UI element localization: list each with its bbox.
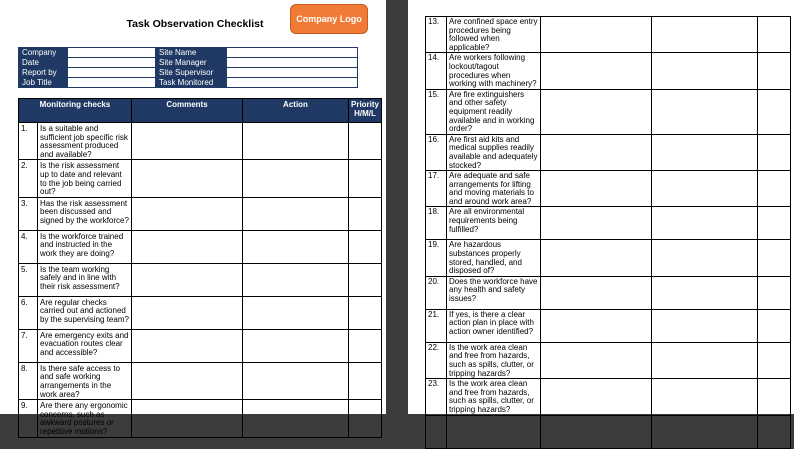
comments-cell[interactable] bbox=[132, 362, 243, 399]
item-number: 13. bbox=[426, 17, 447, 53]
action-cell[interactable] bbox=[652, 171, 758, 207]
item-number: 9. bbox=[19, 400, 38, 437]
item-question: Is the team working safely and in line with their risk assessment? bbox=[38, 263, 132, 296]
monitoring-checks-table bbox=[18, 98, 382, 438]
table-row bbox=[426, 342, 791, 378]
comments-cell[interactable] bbox=[541, 309, 652, 342]
info-label: Job Title bbox=[19, 78, 68, 88]
info-value-cell[interactable] bbox=[227, 48, 358, 58]
action-cell[interactable] bbox=[652, 415, 758, 448]
item-number: 22. bbox=[426, 342, 447, 378]
item-question: Are all environmental requirements being fulfilled? bbox=[447, 207, 541, 240]
item-number: 18. bbox=[426, 207, 447, 240]
priority-cell[interactable] bbox=[349, 329, 382, 362]
info-value-cell[interactable] bbox=[68, 68, 156, 78]
action-cell[interactable] bbox=[243, 123, 349, 160]
item-question: Has the risk assessment been discussed and signed by the workforce? bbox=[38, 197, 132, 230]
table-row bbox=[426, 134, 791, 170]
priority-cell[interactable] bbox=[349, 362, 382, 399]
item-question: Is the work area clean and free from hazards, such as spills, clutter, or tripping hazards? bbox=[447, 379, 541, 415]
document-page-1 bbox=[0, 0, 386, 436]
item-number: 6. bbox=[19, 296, 38, 329]
action-cell[interactable] bbox=[243, 197, 349, 230]
comments-cell[interactable] bbox=[132, 400, 243, 437]
info-label: Site Name bbox=[156, 48, 227, 58]
item-number: 8. bbox=[19, 362, 38, 399]
monitoring-checks-table-continued bbox=[425, 16, 791, 449]
comments-cell[interactable] bbox=[541, 53, 652, 89]
info-value-cell[interactable] bbox=[68, 78, 156, 88]
item-question: Is the risk assessment up to date and relevant to the job being carried out? bbox=[38, 160, 132, 197]
priority-cell[interactable] bbox=[349, 230, 382, 263]
info-label: Company bbox=[19, 48, 68, 58]
item-question: Is a suitable and sufficient job specific risk assessment produced and available? bbox=[38, 123, 132, 160]
priority-cell[interactable] bbox=[758, 240, 791, 276]
item-number: 17. bbox=[426, 171, 447, 207]
info-label: Task Monitored bbox=[156, 78, 227, 88]
info-value-cell[interactable] bbox=[227, 58, 358, 68]
info-value-cell[interactable] bbox=[68, 48, 156, 58]
info-value-cell[interactable] bbox=[227, 68, 358, 78]
page-title: Task Observation Checklist bbox=[126, 18, 264, 30]
priority-cell[interactable] bbox=[758, 17, 791, 53]
item-question: Are emergency exits and evacuation routes clear and accessible? bbox=[38, 329, 132, 362]
comments-cell[interactable] bbox=[541, 379, 652, 415]
priority-cell[interactable] bbox=[349, 296, 382, 329]
item-question: Are there any ergonomic concerns, such as awkward postures or repetitive motions? bbox=[38, 400, 132, 437]
priority-cell[interactable] bbox=[758, 207, 791, 240]
item-number: 16. bbox=[426, 134, 447, 170]
comments-cell[interactable] bbox=[541, 240, 652, 276]
item-number bbox=[426, 415, 447, 448]
header-priority: Priority H/M/L bbox=[349, 99, 382, 123]
action-cell[interactable] bbox=[243, 230, 349, 263]
info-label: Report by bbox=[19, 68, 68, 78]
item-number: 21. bbox=[426, 309, 447, 342]
action-cell[interactable] bbox=[652, 342, 758, 378]
comments-cell[interactable] bbox=[541, 207, 652, 240]
header-action: Action bbox=[243, 99, 349, 123]
info-label: Site Supervisor bbox=[156, 68, 227, 78]
item-question: Is the work area clean and free from hazards, such as spills, clutter, or tripping hazards? bbox=[447, 342, 541, 378]
comments-cell[interactable] bbox=[132, 160, 243, 197]
item-question: Are regular checks carried out and actioned by the supervising team? bbox=[38, 296, 132, 329]
comments-cell[interactable] bbox=[132, 197, 243, 230]
info-label: Date bbox=[19, 58, 68, 68]
priority-cell[interactable] bbox=[758, 89, 791, 134]
comments-cell[interactable] bbox=[541, 415, 652, 448]
priority-cell[interactable] bbox=[758, 309, 791, 342]
priority-cell[interactable] bbox=[349, 197, 382, 230]
info-table bbox=[18, 47, 358, 88]
comments-cell[interactable] bbox=[541, 134, 652, 170]
action-cell[interactable] bbox=[243, 263, 349, 296]
table-row bbox=[426, 53, 791, 89]
item-number: 2. bbox=[19, 160, 38, 197]
action-cell[interactable] bbox=[652, 53, 758, 89]
table-row bbox=[19, 123, 382, 160]
company-logo-placeholder: Company Logo bbox=[290, 4, 368, 34]
table-row bbox=[19, 400, 382, 437]
item-question: Is the workforce trained and instructed in the work they are doing? bbox=[38, 230, 132, 263]
comments-cell[interactable] bbox=[132, 296, 243, 329]
comments-cell[interactable] bbox=[132, 263, 243, 296]
info-label: Site Manager bbox=[156, 58, 227, 68]
table-row bbox=[426, 415, 791, 448]
priority-cell[interactable] bbox=[758, 53, 791, 89]
comments-cell[interactable] bbox=[132, 329, 243, 362]
item-question: Are adequate and safe arrangements for lifting and moving materials to and around work area? bbox=[447, 171, 541, 207]
action-cell[interactable] bbox=[243, 296, 349, 329]
info-row bbox=[19, 68, 358, 78]
comments-cell[interactable] bbox=[132, 230, 243, 263]
table-row bbox=[426, 240, 791, 276]
comments-cell[interactable] bbox=[541, 276, 652, 309]
item-number: 5. bbox=[19, 263, 38, 296]
priority-cell[interactable] bbox=[349, 263, 382, 296]
table-row bbox=[19, 362, 382, 399]
item-number: 7. bbox=[19, 329, 38, 362]
priority-cell[interactable] bbox=[758, 134, 791, 170]
item-number: 15. bbox=[426, 89, 447, 134]
priority-cell[interactable] bbox=[758, 379, 791, 415]
item-number: 19. bbox=[426, 240, 447, 276]
header-comments: Comments bbox=[132, 99, 243, 123]
priority-cell[interactable] bbox=[349, 400, 382, 437]
item-question: Are fire extinguishers and other safety equipment readily available and in working order? bbox=[447, 89, 541, 134]
item-number: 20. bbox=[426, 276, 447, 309]
table-row bbox=[19, 329, 382, 362]
action-cell[interactable] bbox=[243, 329, 349, 362]
priority-cell[interactable] bbox=[758, 342, 791, 378]
item-question: Are workers following lockout/tagout procedures when working with machinery? bbox=[447, 53, 541, 89]
item-number: 14. bbox=[426, 53, 447, 89]
table-row bbox=[19, 197, 382, 230]
info-value-cell[interactable] bbox=[68, 58, 156, 68]
info-row bbox=[19, 78, 358, 88]
table-row bbox=[19, 263, 382, 296]
item-number: 23. bbox=[426, 379, 447, 415]
page-gap bbox=[386, 0, 408, 414]
info-value-cell[interactable] bbox=[227, 78, 358, 88]
priority-cell[interactable] bbox=[349, 160, 382, 197]
action-cell[interactable] bbox=[652, 240, 758, 276]
table-row bbox=[19, 160, 382, 197]
table-row bbox=[426, 379, 791, 415]
priority-cell[interactable] bbox=[349, 123, 382, 160]
item-number: 4. bbox=[19, 230, 38, 263]
item-question: Are confined space entry procedures being followed when applicable? bbox=[447, 17, 541, 53]
action-cell[interactable] bbox=[243, 362, 349, 399]
comments-cell[interactable] bbox=[541, 342, 652, 378]
table-header-row bbox=[19, 99, 382, 123]
document-page-2 bbox=[408, 0, 794, 414]
priority-cell[interactable] bbox=[758, 415, 791, 448]
action-cell[interactable] bbox=[652, 309, 758, 342]
item-number: 1. bbox=[19, 123, 38, 160]
item-question: If yes, is there a clear action plan in place with action owner identified? bbox=[447, 309, 541, 342]
table-row bbox=[426, 309, 791, 342]
priority-cell[interactable] bbox=[758, 171, 791, 207]
comments-cell[interactable] bbox=[541, 17, 652, 53]
action-cell[interactable] bbox=[652, 276, 758, 309]
table-row bbox=[426, 89, 791, 134]
item-question: Is there safe access to and safe working arrangements in the work area? bbox=[38, 362, 132, 399]
priority-cell[interactable] bbox=[758, 276, 791, 309]
comments-cell[interactable] bbox=[132, 123, 243, 160]
action-cell[interactable] bbox=[652, 134, 758, 170]
info-row bbox=[19, 58, 358, 68]
action-cell[interactable] bbox=[652, 207, 758, 240]
header-monitoring-checks: Monitoring checks bbox=[19, 99, 132, 123]
action-cell[interactable] bbox=[243, 160, 349, 197]
comments-cell[interactable] bbox=[541, 89, 652, 134]
table-row bbox=[426, 207, 791, 240]
table-row bbox=[19, 296, 382, 329]
item-question: Are first aid kits and medical supplies readily available and adequately stocked? bbox=[447, 134, 541, 170]
item-question: Does the workforce have any health and safety issues? bbox=[447, 276, 541, 309]
table-row bbox=[19, 230, 382, 263]
table-row bbox=[426, 171, 791, 207]
item-question: Are hazardous substances properly stored, handled, and disposed of? bbox=[447, 240, 541, 276]
table-row bbox=[426, 17, 791, 53]
action-cell[interactable] bbox=[243, 400, 349, 437]
action-cell[interactable] bbox=[652, 379, 758, 415]
item-question bbox=[447, 415, 541, 448]
item-number: 3. bbox=[19, 197, 38, 230]
info-row bbox=[19, 48, 358, 58]
action-cell[interactable] bbox=[652, 89, 758, 134]
action-cell[interactable] bbox=[652, 17, 758, 53]
comments-cell[interactable] bbox=[541, 171, 652, 207]
table-row bbox=[426, 276, 791, 309]
